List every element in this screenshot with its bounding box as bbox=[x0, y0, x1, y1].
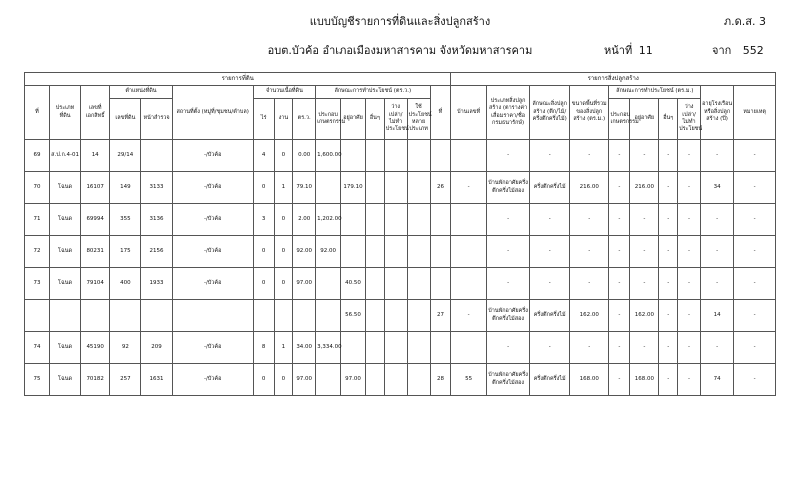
cell-vacant bbox=[384, 332, 407, 364]
page-total: จาก 552 bbox=[712, 44, 764, 57]
table-row bbox=[25, 364, 776, 396]
cell-note: - bbox=[734, 364, 776, 396]
cell-age: 14 bbox=[700, 300, 733, 332]
col-house-no: บ้านเลขที่ bbox=[451, 86, 486, 140]
cell-rai: 3 bbox=[253, 204, 274, 236]
col-wa: ตร.ว. bbox=[293, 99, 316, 140]
cell-doc-type: โฉนด bbox=[49, 332, 80, 364]
cell-doc-type: โฉนด bbox=[49, 204, 80, 236]
cell-age: - bbox=[700, 204, 733, 236]
cell-note: - bbox=[734, 332, 776, 364]
cell-mixed bbox=[407, 300, 430, 332]
col-building-type: ประเภทสิ่งปลูกสร้าง (ตารางค่าเสื่อมราคา/ชื่อกรมธนารักษ์) bbox=[486, 86, 530, 140]
cell-b-other: - bbox=[659, 236, 678, 268]
cell-ngan: 1 bbox=[274, 172, 293, 204]
register-rows bbox=[25, 140, 776, 396]
cell-b-seq bbox=[430, 236, 451, 268]
col-parcel-no: เลขที่ดิน bbox=[110, 99, 141, 140]
cell-house-no bbox=[451, 332, 486, 364]
cell-rai: 0 bbox=[253, 364, 274, 396]
cell-b-seq bbox=[430, 204, 451, 236]
cell-b-seq: 26 bbox=[430, 172, 451, 204]
cell-doc-number: 70182 bbox=[81, 364, 110, 396]
cell-survey-page: 2156 bbox=[141, 236, 172, 268]
cell-b-type: - bbox=[486, 236, 530, 268]
cell-age: - bbox=[700, 236, 733, 268]
cell-b-seq: 28 bbox=[430, 364, 451, 396]
cell-b-res: - bbox=[630, 268, 659, 300]
cell-b-char: ครึ่งตึกครึ่งไม้ bbox=[530, 300, 570, 332]
col-other: อื่นๆ bbox=[366, 99, 385, 140]
col-building-age: อายุโรงเรือนหรือสิ่งปลูกสร้าง (ปี) bbox=[700, 86, 733, 140]
cell-b-res: 168.00 bbox=[630, 364, 659, 396]
cell-vacant bbox=[384, 236, 407, 268]
cell-mixed bbox=[407, 332, 430, 364]
cell-b-seq: 27 bbox=[430, 300, 451, 332]
cell-ngan: 0 bbox=[274, 268, 293, 300]
cell-wa: 34.00 bbox=[293, 332, 316, 364]
cell-other bbox=[366, 332, 385, 364]
cell-residence: 56.50 bbox=[341, 300, 366, 332]
col-residence: อยู่อาศัย bbox=[341, 99, 366, 140]
cell-wa bbox=[293, 300, 316, 332]
cell-survey-page: 3136 bbox=[141, 204, 172, 236]
cell-note: - bbox=[734, 204, 776, 236]
cell-b-vacant: - bbox=[678, 236, 701, 268]
cell-age: 34 bbox=[700, 172, 733, 204]
cell-b-char: - bbox=[530, 268, 570, 300]
cell-rai: 4 bbox=[253, 140, 274, 172]
cell-location bbox=[172, 300, 253, 332]
cell-doc-type: ส.ป.ก.4-01 bbox=[49, 140, 80, 172]
cell-b-char: - bbox=[530, 204, 570, 236]
land-section-header: รายการที่ดิน bbox=[25, 73, 451, 86]
table-row bbox=[25, 300, 776, 332]
cell-b-other: - bbox=[659, 332, 678, 364]
cell-location: -/บัวค้อ bbox=[172, 204, 253, 236]
cell-b-agri: - bbox=[609, 332, 630, 364]
col-agri: ประกอบเกษตรกรรม bbox=[316, 99, 341, 140]
cell-other bbox=[366, 236, 385, 268]
cell-agri: 3,334.00 bbox=[316, 332, 341, 364]
cell-rai: 0 bbox=[253, 268, 274, 300]
document-title: แบบบัญชีรายการที่ดินและสิ่งปลูกสร้าง bbox=[309, 15, 491, 28]
cell-age: 74 bbox=[700, 364, 733, 396]
cell-mixed bbox=[407, 364, 430, 396]
cell-seq: 72 bbox=[25, 236, 50, 268]
cell-wa: 97.00 bbox=[293, 268, 316, 300]
cell-residence: 40.50 bbox=[341, 268, 366, 300]
cell-doc-type: โฉนด bbox=[49, 268, 80, 300]
property-register-table bbox=[24, 72, 776, 396]
cell-vacant bbox=[384, 268, 407, 300]
table-row bbox=[25, 140, 776, 172]
cell-b-vacant: - bbox=[678, 364, 701, 396]
cell-b-res: - bbox=[630, 140, 659, 172]
cell-parcel-no: 400 bbox=[110, 268, 141, 300]
cell-b-area: 168.00 bbox=[569, 364, 609, 396]
cell-note: - bbox=[734, 300, 776, 332]
cell-vacant bbox=[384, 364, 407, 396]
cell-b-area: - bbox=[569, 268, 609, 300]
cell-b-res: - bbox=[630, 236, 659, 268]
cell-b-res: - bbox=[630, 332, 659, 364]
cell-doc-type: โฉนด bbox=[49, 172, 80, 204]
cell-age: - bbox=[700, 140, 733, 172]
cell-rai: 0 bbox=[253, 172, 274, 204]
cell-note: - bbox=[734, 172, 776, 204]
cell-house-no: 55 bbox=[451, 364, 486, 396]
cell-b-vacant: - bbox=[678, 268, 701, 300]
cell-b-type: บ้านพักอาศัยครึ่งตึกครึ่งไม้สอง bbox=[486, 364, 530, 396]
col-building-character: ลักษณะสิ่งปลูกสร้าง (ตึก/ไม้/ครึ่งตึกครึ่งไม้) bbox=[530, 86, 570, 140]
cell-b-vacant: - bbox=[678, 140, 701, 172]
cell-b-vacant: - bbox=[678, 300, 701, 332]
cell-b-type: - bbox=[486, 332, 530, 364]
cell-b-other: - bbox=[659, 172, 678, 204]
cell-mixed bbox=[407, 268, 430, 300]
building-section-header: รายการสิ่งปลูกสร้าง bbox=[451, 73, 776, 86]
cell-b-type: บ้านพักอาศัยครึ่งตึกครึ่งไม้สอง bbox=[486, 172, 530, 204]
cell-wa: 0.00 bbox=[293, 140, 316, 172]
cell-seq: 70 bbox=[25, 172, 50, 204]
cell-location: -/บัวค้อ bbox=[172, 364, 253, 396]
cell-b-agri: - bbox=[609, 172, 630, 204]
cell-survey-page bbox=[141, 140, 172, 172]
cell-mixed bbox=[407, 140, 430, 172]
cell-b-type: - bbox=[486, 140, 530, 172]
cell-doc-type bbox=[49, 300, 80, 332]
col-note: หมายเหตุ bbox=[734, 86, 776, 140]
cell-b-seq bbox=[430, 140, 451, 172]
cell-wa: 2.00 bbox=[293, 204, 316, 236]
col-location: สถานที่ตั้ง (หมู่ที่/ชุมชน/ตำบล) bbox=[172, 86, 253, 140]
cell-rai: 8 bbox=[253, 332, 274, 364]
cell-note: - bbox=[734, 236, 776, 268]
cell-ngan: 0 bbox=[274, 204, 293, 236]
col-doc-type: ประเภทที่ดิน bbox=[49, 86, 80, 140]
cell-b-area: 216.00 bbox=[569, 172, 609, 204]
cell-parcel-no: 92 bbox=[110, 332, 141, 364]
cell-b-other: - bbox=[659, 140, 678, 172]
cell-b-other: - bbox=[659, 268, 678, 300]
cell-survey-page: 3133 bbox=[141, 172, 172, 204]
col-doc-number: เลขที่เอกสิทธิ์ bbox=[81, 86, 110, 140]
cell-residence bbox=[341, 236, 366, 268]
cell-doc-number: 79104 bbox=[81, 268, 110, 300]
col-seq: ที่ bbox=[25, 86, 50, 140]
document-subtitle: อบต.บัวค้อ อำเภอเมืองมหาสารคาม จังหวัดมหาสารคาม bbox=[267, 44, 533, 57]
col-building-residence: อยู่อาศัย bbox=[630, 99, 659, 140]
cell-survey-page: 1933 bbox=[141, 268, 172, 300]
cell-b-vacant: - bbox=[678, 204, 701, 236]
cell-residence: 179.10 bbox=[341, 172, 366, 204]
cell-ngan bbox=[274, 300, 293, 332]
cell-vacant bbox=[384, 300, 407, 332]
cell-location: -/บัวค้อ bbox=[172, 140, 253, 172]
cell-b-vacant: - bbox=[678, 172, 701, 204]
cell-b-res: - bbox=[630, 204, 659, 236]
cell-agri: 1,202.00 bbox=[316, 204, 341, 236]
cell-location: -/บัวค้อ bbox=[172, 236, 253, 268]
cell-residence bbox=[341, 140, 366, 172]
cell-doc-number: 80231 bbox=[81, 236, 110, 268]
table-row bbox=[25, 268, 776, 300]
col-mixed: ใช้ประโยชน์หลายประเภท bbox=[407, 99, 430, 140]
col-building-seq: ที่ bbox=[430, 86, 451, 140]
col-rai: ไร่ bbox=[253, 99, 274, 140]
cell-house-no bbox=[451, 236, 486, 268]
cell-age: - bbox=[700, 332, 733, 364]
cell-other bbox=[366, 204, 385, 236]
cell-parcel-no: 355 bbox=[110, 204, 141, 236]
form-code: ภ.ด.ส. 3 bbox=[723, 15, 766, 28]
col-land-use-group: ลักษณะการทำประโยชน์ (ตร.ว.) bbox=[316, 86, 430, 99]
cell-b-type: - bbox=[486, 268, 530, 300]
cell-doc-type: โฉนด bbox=[49, 364, 80, 396]
cell-other bbox=[366, 140, 385, 172]
cell-b-seq bbox=[430, 332, 451, 364]
cell-parcel-no: 149 bbox=[110, 172, 141, 204]
cell-doc-number: 14 bbox=[81, 140, 110, 172]
cell-rai bbox=[253, 300, 274, 332]
col-building-agri: ประกอบเกษตรกรรม bbox=[609, 99, 630, 140]
cell-ngan: 0 bbox=[274, 236, 293, 268]
cell-note: - bbox=[734, 140, 776, 172]
cell-location: -/บัวค้อ bbox=[172, 332, 253, 364]
cell-b-agri: - bbox=[609, 236, 630, 268]
cell-vacant bbox=[384, 204, 407, 236]
col-building-vacant: ว่างเปล่า/ไม่ทำประโยชน์ bbox=[678, 99, 701, 140]
col-vacant: ว่างเปล่า/ไม่ทำประโยชน์ bbox=[384, 99, 407, 140]
col-ngan: งาน bbox=[274, 99, 293, 140]
col-survey-page: หน้าสำรวจ bbox=[141, 99, 172, 140]
cell-b-area: 162.00 bbox=[569, 300, 609, 332]
cell-other bbox=[366, 364, 385, 396]
cell-seq: 69 bbox=[25, 140, 50, 172]
page-number: หน้าที่ 11 bbox=[604, 44, 653, 57]
col-area-group: จำนวนเนื้อที่ดิน bbox=[253, 86, 315, 99]
cell-house-no bbox=[451, 204, 486, 236]
cell-ngan: 1 bbox=[274, 332, 293, 364]
cell-parcel-no: 175 bbox=[110, 236, 141, 268]
cell-b-area: - bbox=[569, 204, 609, 236]
cell-agri bbox=[316, 172, 341, 204]
cell-rai: 0 bbox=[253, 236, 274, 268]
cell-wa: 92.00 bbox=[293, 236, 316, 268]
cell-b-char: ครึ่งตึกครึ่งไม้ bbox=[530, 364, 570, 396]
cell-b-agri: - bbox=[609, 300, 630, 332]
table-row bbox=[25, 172, 776, 204]
cell-b-area: - bbox=[569, 140, 609, 172]
cell-location: -/บัวค้อ bbox=[172, 268, 253, 300]
cell-b-vacant: - bbox=[678, 332, 701, 364]
cell-wa: 97.00 bbox=[293, 364, 316, 396]
cell-survey-page: 1631 bbox=[141, 364, 172, 396]
cell-survey-page: 209 bbox=[141, 332, 172, 364]
cell-b-char: - bbox=[530, 236, 570, 268]
cell-b-type: บ้านพักอาศัยครึ่งตึกครึ่งไม้สอง bbox=[486, 300, 530, 332]
cell-parcel-no bbox=[110, 300, 141, 332]
cell-agri bbox=[316, 300, 341, 332]
cell-doc-number: 45190 bbox=[81, 332, 110, 364]
col-building-other: อื่นๆ bbox=[659, 99, 678, 140]
cell-b-type: - bbox=[486, 204, 530, 236]
cell-seq: 74 bbox=[25, 332, 50, 364]
cell-b-agri: - bbox=[609, 204, 630, 236]
cell-b-agri: - bbox=[609, 364, 630, 396]
cell-b-area: - bbox=[569, 332, 609, 364]
cell-mixed bbox=[407, 172, 430, 204]
cell-age: - bbox=[700, 268, 733, 300]
cell-b-char: - bbox=[530, 140, 570, 172]
cell-vacant bbox=[384, 172, 407, 204]
cell-b-other: - bbox=[659, 300, 678, 332]
cell-parcel-no: 29/14 bbox=[110, 140, 141, 172]
cell-other bbox=[366, 268, 385, 300]
cell-b-other: - bbox=[659, 204, 678, 236]
cell-b-area: - bbox=[569, 236, 609, 268]
cell-doc-number: 16107 bbox=[81, 172, 110, 204]
cell-location: -/บัวค้อ bbox=[172, 172, 253, 204]
table-row bbox=[25, 204, 776, 236]
cell-b-char: ครึ่งตึกครึ่งไม้ bbox=[530, 172, 570, 204]
cell-seq bbox=[25, 300, 50, 332]
table-row bbox=[25, 236, 776, 268]
cell-b-res: 216.00 bbox=[630, 172, 659, 204]
cell-agri bbox=[316, 364, 341, 396]
cell-seq: 71 bbox=[25, 204, 50, 236]
cell-doc-number bbox=[81, 300, 110, 332]
cell-parcel-no: 257 bbox=[110, 364, 141, 396]
cell-seq: 75 bbox=[25, 364, 50, 396]
cell-survey-page bbox=[141, 300, 172, 332]
cell-b-agri: - bbox=[609, 140, 630, 172]
cell-mixed bbox=[407, 204, 430, 236]
cell-residence bbox=[341, 332, 366, 364]
cell-wa: 79.10 bbox=[293, 172, 316, 204]
cell-b-agri: - bbox=[609, 268, 630, 300]
cell-house-no: - bbox=[451, 300, 486, 332]
cell-mixed bbox=[407, 236, 430, 268]
cell-other bbox=[366, 172, 385, 204]
cell-doc-number: 69994 bbox=[81, 204, 110, 236]
cell-agri: 92.00 bbox=[316, 236, 341, 268]
table-row bbox=[25, 332, 776, 364]
col-position-group: ตำแหน่งที่ดิน bbox=[110, 86, 172, 99]
cell-house-no bbox=[451, 268, 486, 300]
cell-note: - bbox=[734, 268, 776, 300]
cell-other bbox=[366, 300, 385, 332]
col-building-use-group: ลักษณะการทำประโยชน์ (ตร.ม.) bbox=[609, 86, 701, 99]
cell-vacant bbox=[384, 140, 407, 172]
cell-agri: 1,600.00 bbox=[316, 140, 341, 172]
cell-seq: 73 bbox=[25, 268, 50, 300]
cell-house-no: - bbox=[451, 172, 486, 204]
cell-doc-type: โฉนด bbox=[49, 236, 80, 268]
cell-b-res: 162.00 bbox=[630, 300, 659, 332]
cell-b-char: - bbox=[530, 332, 570, 364]
cell-house-no bbox=[451, 140, 486, 172]
col-building-area: ขนาดพื้นที่รวมของสิ่งปลูกสร้าง (ตร.ม.) bbox=[569, 86, 609, 140]
cell-residence: 97.00 bbox=[341, 364, 366, 396]
cell-ngan: 0 bbox=[274, 140, 293, 172]
cell-b-other: - bbox=[659, 364, 678, 396]
cell-residence bbox=[341, 204, 366, 236]
cell-b-seq bbox=[430, 268, 451, 300]
cell-agri bbox=[316, 268, 341, 300]
cell-ngan: 0 bbox=[274, 364, 293, 396]
